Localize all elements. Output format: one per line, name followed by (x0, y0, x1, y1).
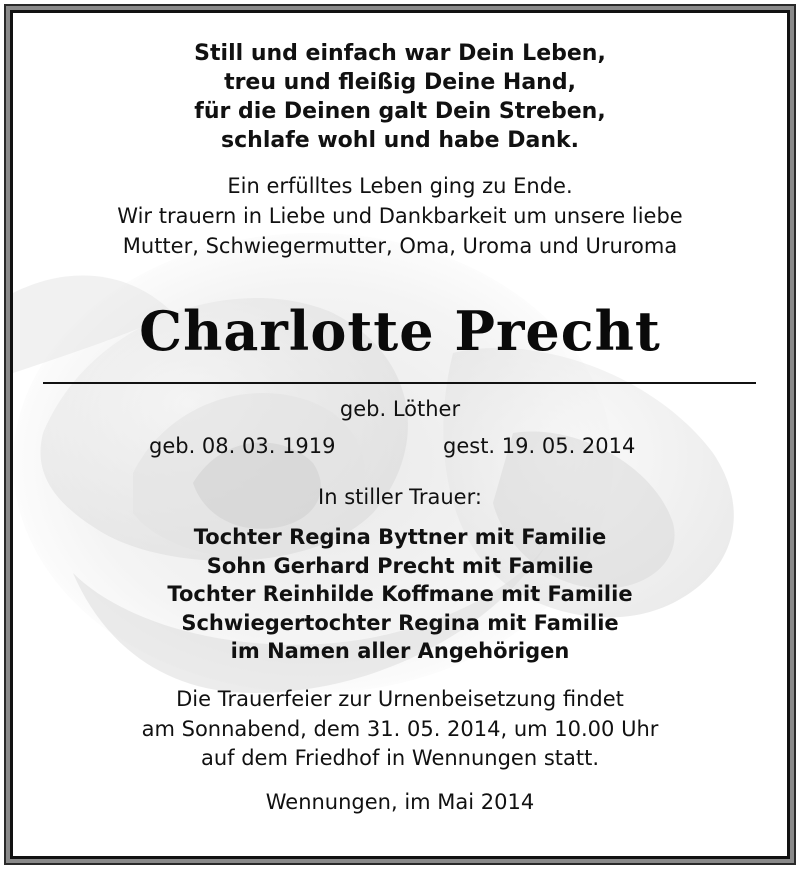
mourners-heading: In stiller Trauer: (318, 485, 482, 509)
ceremony-line: auf dem Friedhof in Wennungen statt. (200, 746, 600, 770)
intro-line: Ein erfülltes Leben ging zu Ende. (227, 174, 573, 198)
memorial-poem (13, 39, 787, 155)
obituary-content (13, 13, 787, 856)
poem-line: schlafe wohl und habe Dank. (221, 128, 579, 153)
deceased-name: Charlotte Precht (139, 299, 661, 363)
place-and-date: Wennungen, im Mai 2014 (265, 790, 535, 814)
mourner-item: Sohn Gerhard Precht mit Familie (206, 553, 594, 578)
intro-line: Mutter, Schwiegermutter, Oma, Uroma und Ururoma (122, 234, 678, 258)
mourner-item: Tochter Regina Byttner mit Familie (193, 525, 607, 549)
intro-text (13, 171, 787, 261)
intro-line: Wir trauern in Liebe und Dankbarkeit um unsere liebe (117, 204, 683, 228)
mourner-item: Tochter Reinhilde Koffmane mit Familie (167, 582, 633, 606)
ceremony-notice (13, 685, 787, 774)
obituary-card (10, 10, 790, 859)
maiden-name: geb. Löther (339, 397, 461, 421)
mourner-item: Schwiegertochter Regina mit Familie (181, 610, 619, 635)
mourner-item: im Namen aller Angehörigen (230, 639, 570, 663)
birth-date: geb. 08. 03. 1919 (149, 434, 336, 458)
poem-line: für die Deinen galt Dein Streben, (194, 99, 606, 124)
ceremony-line: am Sonnabend, dem 31. 05. 2014, um 10.00 Uhr (141, 716, 659, 741)
death-date: gest. 19. 05. 2014 (443, 434, 636, 458)
mourners-list (13, 523, 787, 666)
poem-line: Still und einfach war Dein Leben, (194, 41, 606, 66)
ceremony-line: Die Trauerfeier zur Urnenbeisetzung findet (176, 687, 624, 711)
name-divider (43, 382, 756, 384)
poem-line: treu und fleißig Deine Hand, (224, 70, 576, 95)
